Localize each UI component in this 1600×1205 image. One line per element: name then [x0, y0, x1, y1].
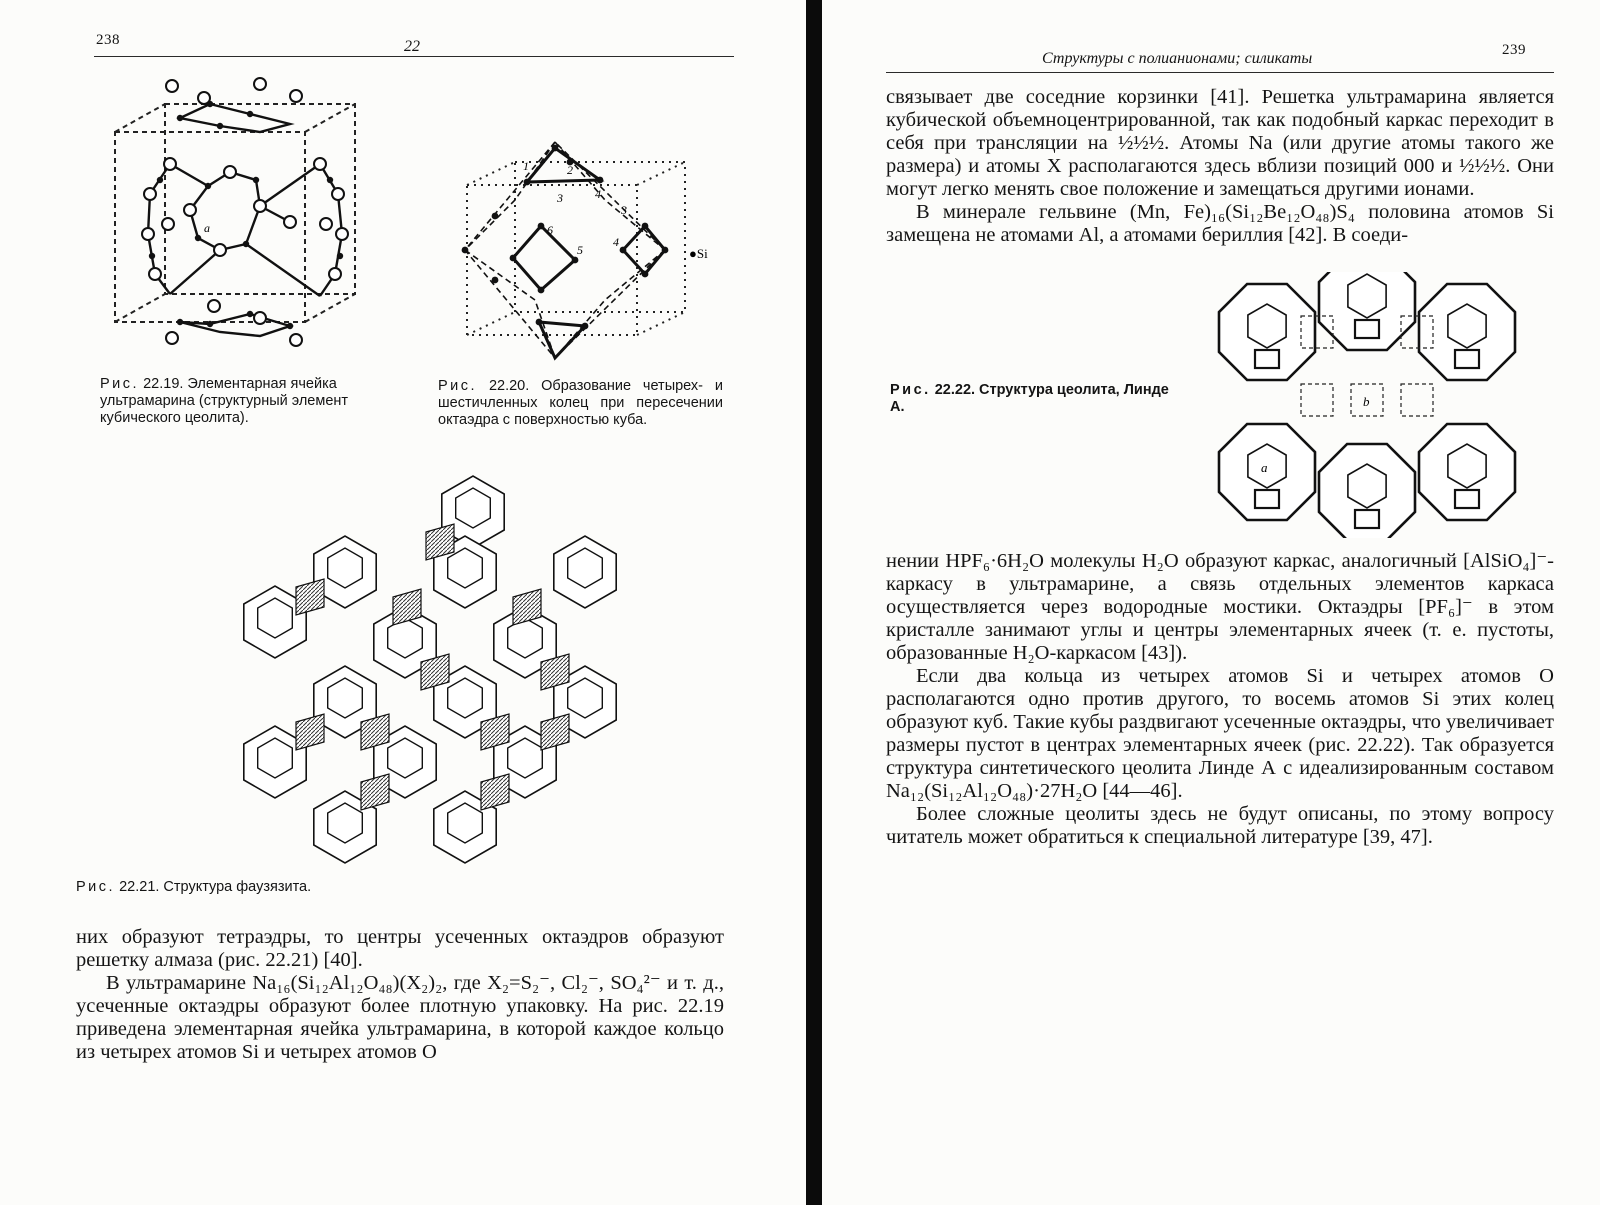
connecting-cube	[1401, 384, 1433, 416]
right-body-bottom	[886, 550, 1554, 849]
figure-22-22-zeolite-linde-a	[1207, 272, 1527, 538]
figure-22-19-caption-prefix: Рис.	[100, 376, 140, 392]
figure-22-22-label-b: b	[1363, 394, 1370, 409]
vertex-label-3-right: 3	[621, 203, 627, 217]
right-paragraph-5: Более сложные цеолиты здесь не будут описаны, по этому вопросу читатель может обратиться к специальной литературе [39, 47].	[886, 803, 1554, 848]
figure-22-19-caption	[100, 376, 385, 427]
square-face	[1355, 320, 1379, 338]
left-text-line-1: них образуют тетраэдры, то центры усеченных октаэдров образуют решетку алмаза (рис. 22.21) [40].	[76, 926, 724, 971]
vertex-label-1: 3	[557, 191, 563, 205]
hexagonal-prism-link	[481, 774, 509, 810]
left-text-paragraph-2: В ультрамарине Na₁₆(Si₁₂Al₁₂O₄₈)(X₂)₂, где X₂=S₂⁻, Cl₂⁻, SO₄²⁻ и т. д., усеченные октаэдры образуют более плотную упаковку. На рис. 22.19 приведена элементарная ячейка ультрамарина, в которой каждое кольцо из четырех атомов Si и четырех атомов O	[76, 972, 724, 1063]
figure-22-21-caption-prefix: Рис.	[76, 879, 116, 895]
square-face	[1355, 510, 1379, 528]
right-paragraph-4: Если два кольца из четырех атомов Si и четырех атомов O располагаются одно против другого, то восемь атомов Si этих колец образуют куб. Такие кубы раздвигают усеченные октаэдры, что увеличивает размеры пустот в центрах элементарных ячеек (рис. 22.22). Так образуется структура синтетического цеолита Линде А с идеализированным составом Na₁₂(Si₁₂Al₁₂O₄₈)·27H₂O [44—46].	[886, 665, 1554, 802]
right-body-top	[886, 86, 1554, 247]
figure-22-20-caption-prefix: Рис.	[438, 378, 478, 394]
hexagonal-prism-link	[296, 714, 324, 750]
figure-22-20-caption	[438, 378, 723, 429]
figure-22-21-caption-text: 22.21. Структура фаузязита.	[119, 879, 312, 895]
chapter-number: 22	[404, 38, 420, 55]
book-spine	[806, 0, 822, 1205]
hexagonal-prism-link	[296, 579, 324, 615]
vertex-label-3: 2	[567, 163, 573, 177]
hexagonal-prism-link	[361, 774, 389, 810]
square-face	[1455, 350, 1479, 368]
square-face	[1455, 490, 1479, 508]
figure-22-22-caption	[890, 382, 1180, 416]
figure-22-21-caption	[76, 879, 476, 896]
vertex-label-2: 4	[595, 187, 601, 201]
right-paragraph-3: нении HPF₆·6H₂O молекулы H₂O образуют каркас, аналогичный [AlSiO₄]⁻-каркасу в ультрамарине, а связь отдельных элементов каркаса осуществляется через водородные мостики. Октаэдры [PF₆]⁻ в этом кристалле занимают углы и центры элементарных ячеек (т. е. пустоты, образованные H₂O-каркасом [43]).	[886, 550, 1554, 664]
running-head: Структуры с полианионами; силикаты	[1042, 50, 1313, 67]
figure-22-19-caption-text: 22.19. Элементарная ячейка ультрамарина (структурный элемент кубического цеолита).	[100, 376, 349, 426]
left-body-text	[76, 926, 724, 1064]
vertex-label-4: 1	[523, 159, 529, 173]
right-paragraph-1: связывает две соседние корзинки [41]. Решетка ультрамарина является кубической объемноцентрированной, так как подобный каркас переходит в себя при трансляции на ½½½. Атомы Na (или другие атомы такого же размера) и атомы X располагаются здесь вблизи позиций 000 и ½½½. Они могут легко менять свое положение и замещаться другими ионами.	[886, 86, 1554, 200]
right-page-number: 239	[1502, 42, 1526, 58]
figure-22-22-caption-prefix: Рис.	[890, 382, 931, 398]
figure-22-20-caption-text: 22.20. Образование четырех- и шестичленных колец при пересечении октаэдра с поверхностью куба.	[438, 378, 723, 428]
vertex-label-6: 6	[547, 223, 553, 237]
square-face	[1255, 490, 1279, 508]
figure-22-19-label-a: a	[204, 221, 210, 235]
header-rule	[94, 56, 734, 57]
vertex-label-4-right: 4	[613, 235, 619, 249]
right-paragraph-2: В минерале гельвине (Mn, Fe)₁₆(Si₁₂Be₁₂O₄₈)S₄ половина атомов Si замещена не атомами Al, а атомами бериллия [42]. В соеди-	[886, 201, 1554, 246]
right-page	[822, 0, 1600, 1205]
figure-22-22-label-a: a	[1261, 460, 1268, 475]
connecting-cube	[1301, 384, 1333, 416]
header-rule-right	[886, 72, 1554, 73]
figure-22-22-caption-text: 22.22. Структура цеолита, Линде А.	[890, 382, 1169, 415]
hexagonal-prism-link	[541, 714, 569, 750]
figure-22-19-ultramarine-cell	[110, 74, 380, 364]
left-page-number: 238	[96, 32, 120, 48]
figure-22-21-faujasite	[215, 462, 635, 872]
vertex-label-5: 5	[577, 243, 583, 257]
figure-22-20-octahedron-cube	[455, 140, 725, 370]
si-legend: ●Si	[689, 246, 708, 261]
square-face	[1255, 350, 1279, 368]
